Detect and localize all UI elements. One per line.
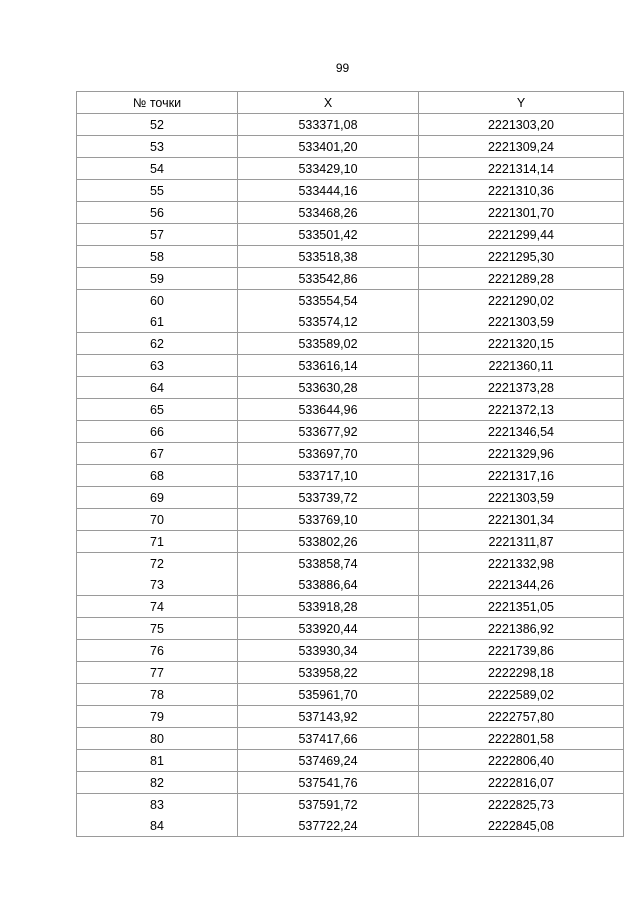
table-row bbox=[77, 377, 624, 399]
point-number-cell: 70 bbox=[77, 509, 238, 531]
y-cell: 2221295,30 bbox=[419, 246, 624, 268]
table-row bbox=[77, 399, 624, 421]
y-cell: 2222845,08 bbox=[419, 815, 624, 837]
point-number-cell: 84 bbox=[77, 815, 238, 837]
point-number-cell: 71 bbox=[77, 531, 238, 553]
point-number-cell: 75 bbox=[77, 618, 238, 640]
x-cell: 533930,34 bbox=[238, 640, 419, 662]
y-cell: 2222806,40 bbox=[419, 750, 624, 772]
y-cell: 2221303,20 bbox=[419, 114, 624, 136]
table-body bbox=[77, 114, 624, 837]
table-row bbox=[77, 311, 624, 333]
point-number-cell: 62 bbox=[77, 333, 238, 355]
page-number: 99 bbox=[335, 61, 350, 75]
table-row bbox=[77, 553, 624, 575]
y-cell: 2221301,34 bbox=[419, 509, 624, 531]
x-cell: 533717,10 bbox=[238, 465, 419, 487]
y-cell: 2221309,24 bbox=[419, 136, 624, 158]
y-cell: 2222801,58 bbox=[419, 728, 624, 750]
point-number-cell: 58 bbox=[77, 246, 238, 268]
x-cell: 533677,92 bbox=[238, 421, 419, 443]
table-row bbox=[77, 772, 624, 794]
point-number-cell: 81 bbox=[77, 750, 238, 772]
x-cell: 533501,42 bbox=[238, 224, 419, 246]
point-number-cell: 53 bbox=[77, 136, 238, 158]
y-cell: 2221303,59 bbox=[419, 311, 624, 333]
x-cell: 535961,70 bbox=[238, 684, 419, 706]
y-cell: 2221301,70 bbox=[419, 202, 624, 224]
y-cell: 2221739,86 bbox=[419, 640, 624, 662]
table-row bbox=[77, 136, 624, 158]
x-cell: 533739,72 bbox=[238, 487, 419, 509]
table-row bbox=[77, 640, 624, 662]
table-row bbox=[77, 443, 624, 465]
y-cell: 2221346,54 bbox=[419, 421, 624, 443]
point-number-cell: 54 bbox=[77, 158, 238, 180]
table-row bbox=[77, 421, 624, 443]
y-cell: 2221311,87 bbox=[419, 531, 624, 553]
x-cell: 537541,76 bbox=[238, 772, 419, 794]
y-cell: 2221317,16 bbox=[419, 465, 624, 487]
y-cell: 2221372,13 bbox=[419, 399, 624, 421]
x-cell: 533920,44 bbox=[238, 618, 419, 640]
point-number-cell: 63 bbox=[77, 355, 238, 377]
x-cell: 537143,92 bbox=[238, 706, 419, 728]
x-cell: 533401,20 bbox=[238, 136, 419, 158]
table-row bbox=[77, 574, 624, 596]
table-row bbox=[77, 487, 624, 509]
x-cell: 533468,26 bbox=[238, 202, 419, 224]
point-number-cell: 78 bbox=[77, 684, 238, 706]
x-cell: 533858,74 bbox=[238, 553, 419, 575]
header-x: X bbox=[238, 92, 419, 114]
y-cell: 2222298,18 bbox=[419, 662, 624, 684]
point-number-cell: 83 bbox=[77, 794, 238, 816]
table-row bbox=[77, 684, 624, 706]
point-number-cell: 82 bbox=[77, 772, 238, 794]
x-cell: 537469,24 bbox=[238, 750, 419, 772]
point-number-cell: 60 bbox=[77, 290, 238, 312]
point-number-cell: 77 bbox=[77, 662, 238, 684]
table-row bbox=[77, 815, 624, 837]
y-cell: 2221329,96 bbox=[419, 443, 624, 465]
table-row bbox=[77, 596, 624, 618]
x-cell: 533554,54 bbox=[238, 290, 419, 312]
point-number-cell: 76 bbox=[77, 640, 238, 662]
table-row bbox=[77, 333, 624, 355]
y-cell: 2221344,26 bbox=[419, 574, 624, 596]
table-row bbox=[77, 706, 624, 728]
table-row bbox=[77, 750, 624, 772]
table-row bbox=[77, 531, 624, 553]
table-row bbox=[77, 202, 624, 224]
y-cell: 2221373,28 bbox=[419, 377, 624, 399]
point-number-cell: 68 bbox=[77, 465, 238, 487]
table-row bbox=[77, 246, 624, 268]
table-row bbox=[77, 114, 624, 136]
table-header-row bbox=[77, 92, 624, 114]
x-cell: 533444,16 bbox=[238, 180, 419, 202]
table-row bbox=[77, 158, 624, 180]
y-cell: 2221386,92 bbox=[419, 618, 624, 640]
y-cell: 2221289,28 bbox=[419, 268, 624, 290]
point-number-cell: 64 bbox=[77, 377, 238, 399]
point-number-cell: 72 bbox=[77, 553, 238, 575]
table-row bbox=[77, 224, 624, 246]
point-number-cell: 52 bbox=[77, 114, 238, 136]
table-row bbox=[77, 355, 624, 377]
x-cell: 533371,08 bbox=[238, 114, 419, 136]
coordinates-table bbox=[76, 91, 624, 837]
x-cell: 533886,64 bbox=[238, 574, 419, 596]
x-cell: 533429,10 bbox=[238, 158, 419, 180]
x-cell: 533644,96 bbox=[238, 399, 419, 421]
y-cell: 2221332,98 bbox=[419, 553, 624, 575]
table-row bbox=[77, 662, 624, 684]
point-number-cell: 55 bbox=[77, 180, 238, 202]
y-cell: 2222757,80 bbox=[419, 706, 624, 728]
y-cell: 2222816,07 bbox=[419, 772, 624, 794]
x-cell: 537722,24 bbox=[238, 815, 419, 837]
point-number-cell: 57 bbox=[77, 224, 238, 246]
x-cell: 537417,66 bbox=[238, 728, 419, 750]
table-row bbox=[77, 268, 624, 290]
y-cell: 2221320,15 bbox=[419, 333, 624, 355]
x-cell: 533802,26 bbox=[238, 531, 419, 553]
header-point-number: № точки bbox=[77, 92, 238, 114]
x-cell: 533616,14 bbox=[238, 355, 419, 377]
table-row bbox=[77, 465, 624, 487]
table-row bbox=[77, 509, 624, 531]
table-row bbox=[77, 728, 624, 750]
x-cell: 533918,28 bbox=[238, 596, 419, 618]
point-number-cell: 56 bbox=[77, 202, 238, 224]
x-cell: 533574,12 bbox=[238, 311, 419, 333]
x-cell: 533769,10 bbox=[238, 509, 419, 531]
point-number-cell: 61 bbox=[77, 311, 238, 333]
y-cell: 2221360,11 bbox=[419, 355, 624, 377]
point-number-cell: 79 bbox=[77, 706, 238, 728]
y-cell: 2221303,59 bbox=[419, 487, 624, 509]
point-number-cell: 74 bbox=[77, 596, 238, 618]
y-cell: 2221290,02 bbox=[419, 290, 624, 312]
header-y: Y bbox=[419, 92, 624, 114]
point-number-cell: 73 bbox=[77, 574, 238, 596]
x-cell: 533518,38 bbox=[238, 246, 419, 268]
table-row bbox=[77, 180, 624, 202]
table-row bbox=[77, 290, 624, 312]
x-cell: 533958,22 bbox=[238, 662, 419, 684]
y-cell: 2221299,44 bbox=[419, 224, 624, 246]
table-row bbox=[77, 794, 624, 816]
y-cell: 2221310,36 bbox=[419, 180, 624, 202]
x-cell: 533542,86 bbox=[238, 268, 419, 290]
y-cell: 2221351,05 bbox=[419, 596, 624, 618]
point-number-cell: 80 bbox=[77, 728, 238, 750]
x-cell: 533630,28 bbox=[238, 377, 419, 399]
x-cell: 533697,70 bbox=[238, 443, 419, 465]
point-number-cell: 59 bbox=[77, 268, 238, 290]
x-cell: 533589,02 bbox=[238, 333, 419, 355]
y-cell: 2222825,73 bbox=[419, 794, 624, 816]
y-cell: 2221314,14 bbox=[419, 158, 624, 180]
y-cell: 2222589,02 bbox=[419, 684, 624, 706]
point-number-cell: 69 bbox=[77, 487, 238, 509]
x-cell: 537591,72 bbox=[238, 794, 419, 816]
point-number-cell: 66 bbox=[77, 421, 238, 443]
point-number-cell: 67 bbox=[77, 443, 238, 465]
point-number-cell: 65 bbox=[77, 399, 238, 421]
table-row bbox=[77, 618, 624, 640]
